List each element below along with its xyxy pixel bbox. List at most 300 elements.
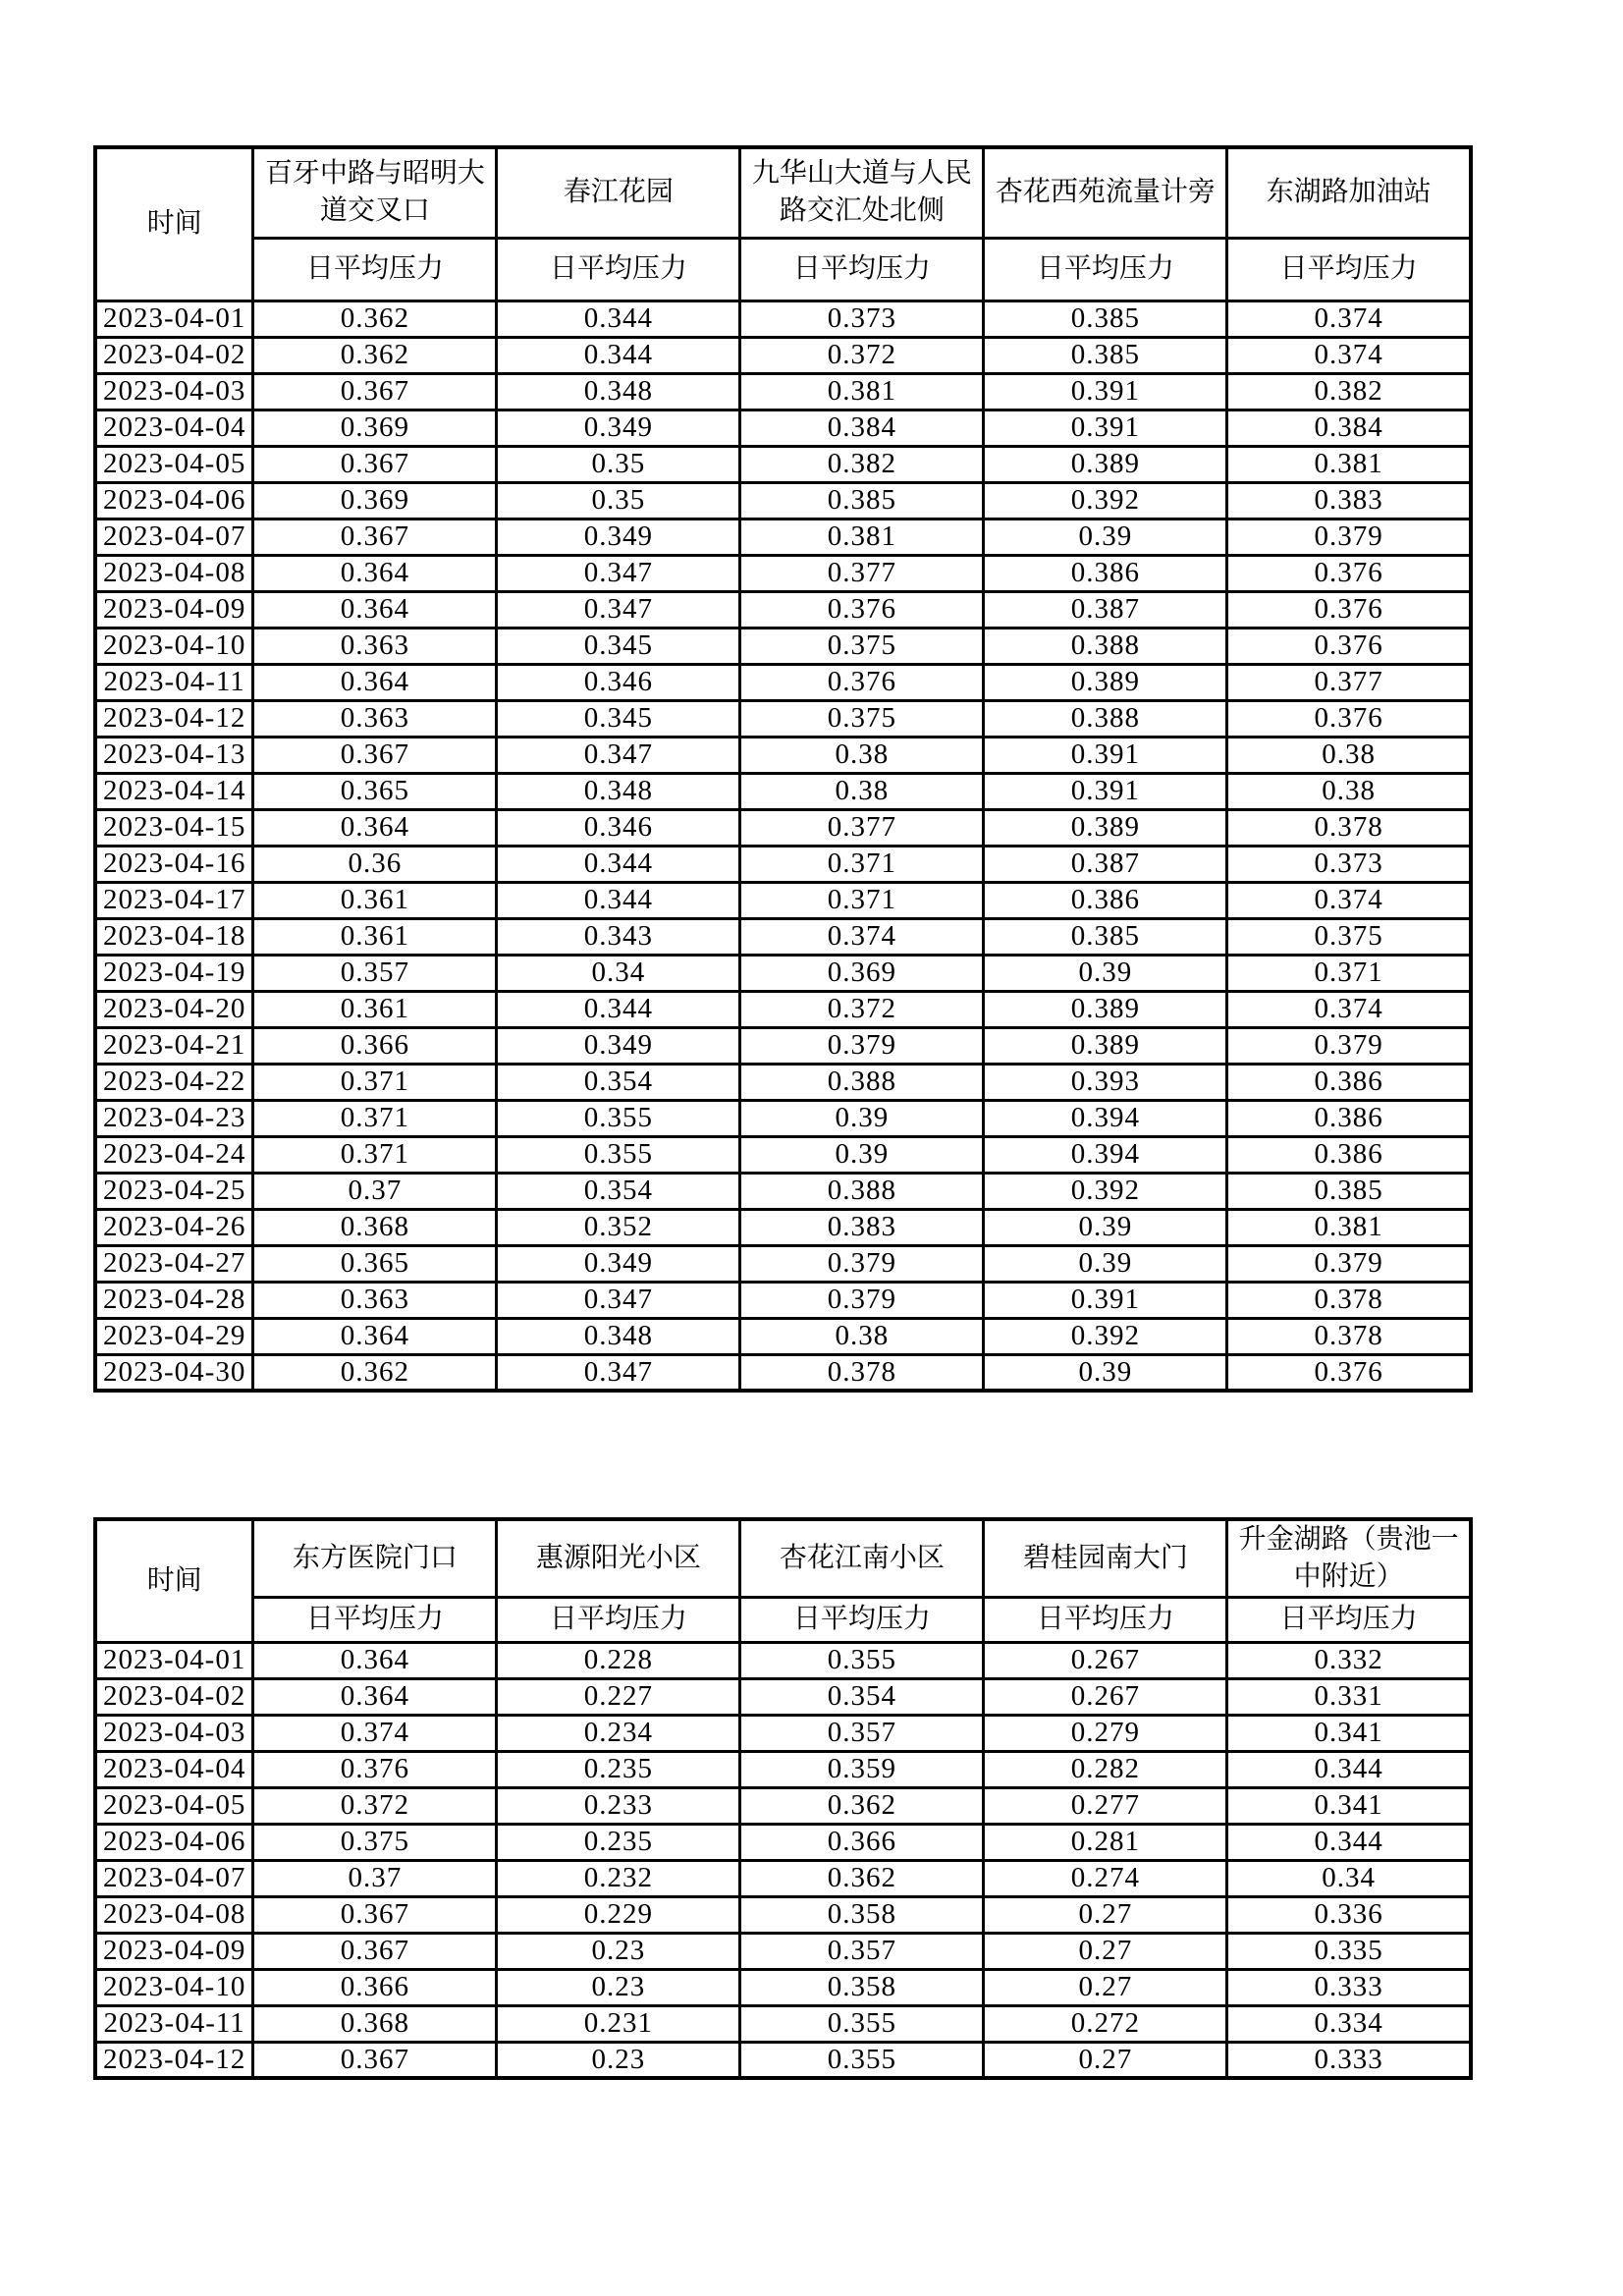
pressure-value-cell: 0.39 bbox=[740, 1136, 984, 1173]
pressure-value-cell: 0.389 bbox=[984, 1027, 1227, 1064]
date-cell: 2023-04-13 bbox=[95, 737, 253, 773]
pressure-value-cell: 0.228 bbox=[497, 1642, 740, 1678]
pressure-value-cell: 0.389 bbox=[984, 446, 1227, 482]
pressure-value-cell: 0.367 bbox=[253, 2042, 497, 2078]
pressure-value-cell: 0.364 bbox=[253, 1642, 497, 1678]
pressure-value-cell: 0.377 bbox=[1227, 664, 1471, 700]
pressure-value-cell: 0.374 bbox=[1227, 301, 1471, 337]
pressure-value-cell: 0.381 bbox=[740, 519, 984, 555]
pressure-value-cell: 0.394 bbox=[984, 1136, 1227, 1173]
table-row bbox=[95, 1824, 1471, 1860]
pressure-value-cell: 0.371 bbox=[740, 846, 984, 882]
table-row bbox=[95, 482, 1471, 519]
pressure-value-cell: 0.364 bbox=[253, 664, 497, 700]
date-cell: 2023-04-01 bbox=[95, 1642, 253, 1678]
table-row bbox=[95, 1969, 1471, 2005]
pressure-value-cell: 0.368 bbox=[253, 1209, 497, 1245]
pressure-value-cell: 0.341 bbox=[1227, 1715, 1471, 1751]
pressure-value-cell: 0.334 bbox=[1227, 2005, 1471, 2042]
date-cell: 2023-04-06 bbox=[95, 1824, 253, 1860]
date-cell: 2023-04-04 bbox=[95, 410, 253, 446]
station-column-header: 惠源阳光小区 bbox=[497, 1519, 740, 1597]
pressure-value-cell: 0.27 bbox=[984, 1933, 1227, 1969]
station-column-header: 升金湖路（贵池一中附近） bbox=[1227, 1519, 1471, 1597]
pressure-value-cell: 0.367 bbox=[253, 519, 497, 555]
pressure-value-cell: 0.362 bbox=[740, 1860, 984, 1896]
pressure-value-cell: 0.376 bbox=[1227, 628, 1471, 664]
pressure-value-cell: 0.381 bbox=[1227, 1209, 1471, 1245]
pressure-value-cell: 0.27 bbox=[984, 1896, 1227, 1933]
date-cell: 2023-04-10 bbox=[95, 628, 253, 664]
table-row bbox=[95, 955, 1471, 991]
pressure-value-cell: 0.346 bbox=[497, 664, 740, 700]
pressure-value-cell: 0.385 bbox=[1227, 1173, 1471, 1209]
pressure-value-cell: 0.392 bbox=[984, 1173, 1227, 1209]
pressure-value-cell: 0.229 bbox=[497, 1896, 740, 1933]
pressure-value-cell: 0.384 bbox=[1227, 410, 1471, 446]
table-row bbox=[95, 1282, 1471, 1318]
date-cell: 2023-04-02 bbox=[95, 1678, 253, 1715]
pressure-value-cell: 0.36 bbox=[253, 846, 497, 882]
pressure-value-cell: 0.391 bbox=[984, 737, 1227, 773]
pressure-value-cell: 0.362 bbox=[253, 1354, 497, 1391]
pressure-value-cell: 0.369 bbox=[253, 410, 497, 446]
date-cell: 2023-04-28 bbox=[95, 1282, 253, 1318]
pressure-value-cell: 0.374 bbox=[253, 1715, 497, 1751]
pressure-value-cell: 0.35 bbox=[497, 446, 740, 482]
date-cell: 2023-04-29 bbox=[95, 1318, 253, 1354]
table-row bbox=[95, 1642, 1471, 1678]
table-row bbox=[95, 555, 1471, 591]
pressure-value-cell: 0.376 bbox=[740, 664, 984, 700]
date-cell: 2023-04-15 bbox=[95, 809, 253, 846]
pressure-value-cell: 0.386 bbox=[1227, 1136, 1471, 1173]
pressure-value-cell: 0.394 bbox=[984, 1100, 1227, 1136]
table-row bbox=[95, 1787, 1471, 1824]
pressure-value-cell: 0.372 bbox=[740, 337, 984, 373]
pressure-value-cell: 0.376 bbox=[1227, 1354, 1471, 1391]
pressure-value-cell: 0.345 bbox=[497, 700, 740, 737]
table-row bbox=[95, 519, 1471, 555]
pressure-value-cell: 0.392 bbox=[984, 1318, 1227, 1354]
station-column-header: 百牙中路与昭明大道交叉口 bbox=[253, 147, 497, 238]
date-cell: 2023-04-23 bbox=[95, 1100, 253, 1136]
date-cell: 2023-04-10 bbox=[95, 1969, 253, 2005]
pressure-value-cell: 0.375 bbox=[1227, 918, 1471, 955]
pressure-value-cell: 0.363 bbox=[253, 628, 497, 664]
pressure-value-cell: 0.367 bbox=[253, 373, 497, 410]
pressure-value-cell: 0.379 bbox=[1227, 1245, 1471, 1282]
table-row bbox=[95, 1896, 1471, 1933]
pressure-value-cell: 0.344 bbox=[497, 846, 740, 882]
pressure-value-cell: 0.387 bbox=[984, 591, 1227, 628]
pressure-value-cell: 0.366 bbox=[740, 1824, 984, 1860]
pressure-value-cell: 0.386 bbox=[1227, 1100, 1471, 1136]
pressure-value-cell: 0.391 bbox=[984, 410, 1227, 446]
date-cell: 2023-04-06 bbox=[95, 482, 253, 519]
pressure-value-cell: 0.393 bbox=[984, 1064, 1227, 1100]
pressure-value-cell: 0.355 bbox=[740, 2005, 984, 2042]
date-cell: 2023-04-22 bbox=[95, 1064, 253, 1100]
pressure-value-cell: 0.335 bbox=[1227, 1933, 1471, 1969]
table-row bbox=[95, 1860, 1471, 1896]
pressure-value-cell: 0.389 bbox=[984, 991, 1227, 1027]
table-row bbox=[95, 2042, 1471, 2078]
pressure-value-cell: 0.333 bbox=[1227, 1969, 1471, 2005]
pressure-value-cell: 0.233 bbox=[497, 1787, 740, 1824]
pressure-value-cell: 0.23 bbox=[497, 2042, 740, 2078]
daily-average-pressure-subheader: 日平均压力 bbox=[497, 238, 740, 301]
pressure-value-cell: 0.346 bbox=[497, 809, 740, 846]
pressure-value-cell: 0.367 bbox=[253, 737, 497, 773]
pressure-value-cell: 0.382 bbox=[740, 446, 984, 482]
pressure-value-cell: 0.385 bbox=[984, 301, 1227, 337]
table-row bbox=[95, 1933, 1471, 1969]
pressure-value-cell: 0.347 bbox=[497, 737, 740, 773]
pressure-value-cell: 0.27 bbox=[984, 2042, 1227, 2078]
pressure-value-cell: 0.344 bbox=[497, 882, 740, 918]
pressure-value-cell: 0.383 bbox=[1227, 482, 1471, 519]
station-header-row bbox=[95, 1519, 1471, 1597]
pressure-value-cell: 0.375 bbox=[740, 700, 984, 737]
table-row bbox=[95, 1715, 1471, 1751]
pressure-value-cell: 0.234 bbox=[497, 1715, 740, 1751]
pressure-value-cell: 0.352 bbox=[497, 1209, 740, 1245]
pressure-value-cell: 0.383 bbox=[740, 1209, 984, 1245]
pressure-value-cell: 0.38 bbox=[740, 737, 984, 773]
pressure-value-cell: 0.38 bbox=[1227, 773, 1471, 809]
pressure-value-cell: 0.379 bbox=[740, 1027, 984, 1064]
pressure-value-cell: 0.27 bbox=[984, 1969, 1227, 2005]
pressure-value-cell: 0.355 bbox=[497, 1136, 740, 1173]
pressure-value-cell: 0.377 bbox=[740, 809, 984, 846]
table-row bbox=[95, 1027, 1471, 1064]
station-header-row bbox=[95, 147, 1471, 238]
date-cell: 2023-04-25 bbox=[95, 1173, 253, 1209]
date-cell: 2023-04-19 bbox=[95, 955, 253, 991]
pressure-value-cell: 0.344 bbox=[1227, 1751, 1471, 1787]
date-cell: 2023-04-17 bbox=[95, 882, 253, 918]
pressure-value-cell: 0.39 bbox=[984, 1209, 1227, 1245]
table-row bbox=[95, 809, 1471, 846]
pressure-value-cell: 0.391 bbox=[984, 773, 1227, 809]
pressure-value-cell: 0.349 bbox=[497, 1027, 740, 1064]
table-row bbox=[95, 773, 1471, 809]
pressure-value-cell: 0.34 bbox=[497, 955, 740, 991]
daily-average-pressure-subheader: 日平均压力 bbox=[497, 1597, 740, 1642]
table-row bbox=[95, 1100, 1471, 1136]
station-column-header: 春江花园 bbox=[497, 147, 740, 238]
pressure-value-cell: 0.348 bbox=[497, 373, 740, 410]
pressure-value-cell: 0.369 bbox=[253, 482, 497, 519]
pressure-value-cell: 0.331 bbox=[1227, 1678, 1471, 1715]
pressure-value-cell: 0.34 bbox=[1227, 1860, 1471, 1896]
date-cell: 2023-04-12 bbox=[95, 2042, 253, 2078]
pressure-value-cell: 0.367 bbox=[253, 446, 497, 482]
pressure-value-cell: 0.23 bbox=[497, 1969, 740, 2005]
pressure-value-cell: 0.354 bbox=[497, 1064, 740, 1100]
table-row bbox=[95, 591, 1471, 628]
pressure-value-cell: 0.345 bbox=[497, 628, 740, 664]
pressure-value-cell: 0.378 bbox=[1227, 1282, 1471, 1318]
pressure-value-cell: 0.375 bbox=[253, 1824, 497, 1860]
pressure-value-cell: 0.38 bbox=[1227, 737, 1471, 773]
pressure-value-cell: 0.364 bbox=[253, 555, 497, 591]
table-row bbox=[95, 882, 1471, 918]
table-row bbox=[95, 737, 1471, 773]
date-cell: 2023-04-20 bbox=[95, 991, 253, 1027]
pressure-value-cell: 0.39 bbox=[984, 955, 1227, 991]
date-cell: 2023-04-04 bbox=[95, 1751, 253, 1787]
pressure-value-cell: 0.391 bbox=[984, 1282, 1227, 1318]
pressure-value-cell: 0.267 bbox=[984, 1642, 1227, 1678]
pressure-value-cell: 0.357 bbox=[740, 1715, 984, 1751]
pressure-value-cell: 0.374 bbox=[1227, 991, 1471, 1027]
pressure-value-cell: 0.39 bbox=[984, 1245, 1227, 1282]
pressure-value-cell: 0.372 bbox=[253, 1787, 497, 1824]
pressure-value-cell: 0.375 bbox=[740, 628, 984, 664]
pressure-value-cell: 0.376 bbox=[1227, 591, 1471, 628]
pressure-value-cell: 0.357 bbox=[253, 955, 497, 991]
pressure-value-cell: 0.388 bbox=[984, 700, 1227, 737]
pressure-value-cell: 0.349 bbox=[497, 1245, 740, 1282]
pressure-value-cell: 0.378 bbox=[1227, 1318, 1471, 1354]
pressure-value-cell: 0.354 bbox=[740, 1678, 984, 1715]
pressure-value-cell: 0.373 bbox=[1227, 846, 1471, 882]
date-cell: 2023-04-07 bbox=[95, 519, 253, 555]
pressure-value-cell: 0.359 bbox=[740, 1751, 984, 1787]
pressure-value-cell: 0.39 bbox=[740, 1100, 984, 1136]
pressure-value-cell: 0.376 bbox=[253, 1751, 497, 1787]
date-cell: 2023-04-08 bbox=[95, 555, 253, 591]
pressure-value-cell: 0.333 bbox=[1227, 2042, 1471, 2078]
date-cell: 2023-04-05 bbox=[95, 446, 253, 482]
table-row bbox=[95, 2005, 1471, 2042]
pressure-value-cell: 0.341 bbox=[1227, 1787, 1471, 1824]
station-column-header: 九华山大道与人民路交汇处北侧 bbox=[740, 147, 984, 238]
pressure-value-cell: 0.272 bbox=[984, 2005, 1227, 2042]
pressure-value-cell: 0.368 bbox=[253, 2005, 497, 2042]
pressure-value-cell: 0.347 bbox=[497, 1282, 740, 1318]
daily-average-pressure-subheader: 日平均压力 bbox=[740, 238, 984, 301]
date-cell: 2023-04-24 bbox=[95, 1136, 253, 1173]
pressure-value-cell: 0.347 bbox=[497, 555, 740, 591]
date-cell: 2023-04-16 bbox=[95, 846, 253, 882]
date-cell: 2023-04-30 bbox=[95, 1354, 253, 1391]
pressure-value-cell: 0.358 bbox=[740, 1969, 984, 2005]
pressure-value-cell: 0.372 bbox=[740, 991, 984, 1027]
pressure-value-cell: 0.376 bbox=[1227, 555, 1471, 591]
table-row bbox=[95, 1173, 1471, 1209]
pressure-value-cell: 0.355 bbox=[497, 1100, 740, 1136]
pressure-value-cell: 0.379 bbox=[1227, 519, 1471, 555]
daily-average-pressure-subheader: 日平均压力 bbox=[253, 238, 497, 301]
pressure-value-cell: 0.227 bbox=[497, 1678, 740, 1715]
pressure-value-cell: 0.392 bbox=[984, 482, 1227, 519]
pressure-value-cell: 0.386 bbox=[1227, 1064, 1471, 1100]
pressure-value-cell: 0.348 bbox=[497, 773, 740, 809]
pressure-value-cell: 0.366 bbox=[253, 1027, 497, 1064]
pressure-value-cell: 0.388 bbox=[984, 628, 1227, 664]
pressure-value-cell: 0.363 bbox=[253, 700, 497, 737]
pressure-value-cell: 0.384 bbox=[740, 410, 984, 446]
table-row bbox=[95, 918, 1471, 955]
pressure-value-cell: 0.361 bbox=[253, 991, 497, 1027]
pressure-value-cell: 0.232 bbox=[497, 1860, 740, 1896]
pressure-value-cell: 0.231 bbox=[497, 2005, 740, 2042]
pressure-value-cell: 0.354 bbox=[497, 1173, 740, 1209]
pressure-value-cell: 0.281 bbox=[984, 1824, 1227, 1860]
pressure-value-cell: 0.348 bbox=[497, 1318, 740, 1354]
pressure-value-cell: 0.373 bbox=[740, 301, 984, 337]
pressure-value-cell: 0.386 bbox=[984, 555, 1227, 591]
date-cell: 2023-04-12 bbox=[95, 700, 253, 737]
pressure-value-cell: 0.379 bbox=[740, 1245, 984, 1282]
pressure-value-cell: 0.389 bbox=[984, 809, 1227, 846]
table-row bbox=[95, 628, 1471, 664]
pressure-value-cell: 0.344 bbox=[497, 301, 740, 337]
pressure-value-cell: 0.378 bbox=[1227, 809, 1471, 846]
pressure-value-cell: 0.347 bbox=[497, 1354, 740, 1391]
pressure-value-cell: 0.35 bbox=[497, 482, 740, 519]
pressure-value-cell: 0.362 bbox=[253, 337, 497, 373]
pressure-value-cell: 0.382 bbox=[1227, 373, 1471, 410]
date-cell: 2023-04-27 bbox=[95, 1245, 253, 1282]
pressure-value-cell: 0.376 bbox=[1227, 700, 1471, 737]
pressure-value-cell: 0.377 bbox=[740, 555, 984, 591]
pressure-value-cell: 0.282 bbox=[984, 1751, 1227, 1787]
pressure-value-cell: 0.371 bbox=[253, 1136, 497, 1173]
date-cell: 2023-04-11 bbox=[95, 2005, 253, 2042]
table-row bbox=[95, 446, 1471, 482]
pressure-value-cell: 0.388 bbox=[740, 1173, 984, 1209]
date-cell: 2023-04-02 bbox=[95, 337, 253, 373]
date-cell: 2023-04-18 bbox=[95, 918, 253, 955]
pressure-value-cell: 0.387 bbox=[984, 846, 1227, 882]
pressure-value-cell: 0.365 bbox=[253, 1245, 497, 1282]
pressure-table-lower bbox=[93, 1517, 1473, 2080]
pressure-value-cell: 0.39 bbox=[984, 519, 1227, 555]
pressure-value-cell: 0.357 bbox=[740, 1933, 984, 1969]
daily-average-pressure-subheader: 日平均压力 bbox=[253, 1597, 497, 1642]
pressure-value-cell: 0.279 bbox=[984, 1715, 1227, 1751]
time-column-header: 时间 bbox=[95, 1519, 253, 1642]
pressure-value-cell: 0.374 bbox=[1227, 882, 1471, 918]
pressure-value-cell: 0.235 bbox=[497, 1751, 740, 1787]
pressure-value-cell: 0.362 bbox=[740, 1787, 984, 1824]
pressure-value-cell: 0.349 bbox=[497, 519, 740, 555]
table-row bbox=[95, 1136, 1471, 1173]
pressure-value-cell: 0.369 bbox=[740, 955, 984, 991]
pressure-value-cell: 0.267 bbox=[984, 1678, 1227, 1715]
pressure-value-cell: 0.371 bbox=[1227, 955, 1471, 991]
pressure-value-cell: 0.388 bbox=[740, 1064, 984, 1100]
pressure-value-cell: 0.37 bbox=[253, 1860, 497, 1896]
pressure-value-cell: 0.389 bbox=[984, 664, 1227, 700]
date-cell: 2023-04-14 bbox=[95, 773, 253, 809]
pressure-value-cell: 0.371 bbox=[253, 1100, 497, 1136]
daily-average-pressure-subheader: 日平均压力 bbox=[1227, 238, 1471, 301]
pressure-value-cell: 0.344 bbox=[497, 337, 740, 373]
pressure-value-cell: 0.344 bbox=[1227, 1824, 1471, 1860]
date-cell: 2023-04-09 bbox=[95, 1933, 253, 1969]
table-row bbox=[95, 1751, 1471, 1787]
pressure-value-cell: 0.336 bbox=[1227, 1896, 1471, 1933]
pressure-value-cell: 0.385 bbox=[984, 918, 1227, 955]
table-row bbox=[95, 373, 1471, 410]
table-row bbox=[95, 1354, 1471, 1391]
pressure-value-cell: 0.363 bbox=[253, 1282, 497, 1318]
pressure-value-cell: 0.38 bbox=[740, 773, 984, 809]
pressure-value-cell: 0.385 bbox=[740, 482, 984, 519]
pressure-value-cell: 0.277 bbox=[984, 1787, 1227, 1824]
pressure-value-cell: 0.364 bbox=[253, 809, 497, 846]
pressure-value-cell: 0.349 bbox=[497, 410, 740, 446]
pressure-table-upper bbox=[93, 145, 1473, 1393]
pressure-value-cell: 0.347 bbox=[497, 591, 740, 628]
pressure-value-cell: 0.374 bbox=[1227, 337, 1471, 373]
pressure-value-cell: 0.361 bbox=[253, 918, 497, 955]
pressure-value-cell: 0.344 bbox=[497, 991, 740, 1027]
date-cell: 2023-04-26 bbox=[95, 1209, 253, 1245]
time-column-header: 时间 bbox=[95, 147, 253, 301]
pressure-value-cell: 0.355 bbox=[740, 2042, 984, 2078]
pressure-value-cell: 0.371 bbox=[740, 882, 984, 918]
table-row bbox=[95, 1678, 1471, 1715]
date-cell: 2023-04-01 bbox=[95, 301, 253, 337]
date-cell: 2023-04-21 bbox=[95, 1027, 253, 1064]
pressure-value-cell: 0.376 bbox=[740, 591, 984, 628]
pressure-value-cell: 0.361 bbox=[253, 882, 497, 918]
date-cell: 2023-04-11 bbox=[95, 664, 253, 700]
pressure-value-cell: 0.385 bbox=[984, 337, 1227, 373]
pressure-value-cell: 0.379 bbox=[740, 1282, 984, 1318]
table-row bbox=[95, 846, 1471, 882]
station-column-header: 杏花西苑流量计旁 bbox=[984, 147, 1227, 238]
pressure-value-cell: 0.364 bbox=[253, 1678, 497, 1715]
table-row bbox=[95, 1245, 1471, 1282]
pressure-value-cell: 0.332 bbox=[1227, 1642, 1471, 1678]
pressure-value-cell: 0.23 bbox=[497, 1933, 740, 1969]
date-cell: 2023-04-07 bbox=[95, 1860, 253, 1896]
table-row bbox=[95, 700, 1471, 737]
pressure-value-cell: 0.355 bbox=[740, 1642, 984, 1678]
date-cell: 2023-04-03 bbox=[95, 1715, 253, 1751]
station-column-header: 东湖路加油站 bbox=[1227, 147, 1471, 238]
table-row bbox=[95, 1209, 1471, 1245]
station-column-header: 碧桂园南大门 bbox=[984, 1519, 1227, 1597]
pressure-value-cell: 0.39 bbox=[984, 1354, 1227, 1391]
table-row bbox=[95, 1318, 1471, 1354]
pressure-value-cell: 0.386 bbox=[984, 882, 1227, 918]
measure-subheader-row bbox=[95, 238, 1471, 301]
pressure-value-cell: 0.235 bbox=[497, 1824, 740, 1860]
pressure-value-cell: 0.367 bbox=[253, 1896, 497, 1933]
daily-average-pressure-subheader: 日平均压力 bbox=[984, 1597, 1227, 1642]
pressure-value-cell: 0.362 bbox=[253, 301, 497, 337]
pressure-value-cell: 0.381 bbox=[1227, 446, 1471, 482]
table-row bbox=[95, 1064, 1471, 1100]
station-column-header: 东方医院门口 bbox=[253, 1519, 497, 1597]
pressure-value-cell: 0.358 bbox=[740, 1896, 984, 1933]
pressure-value-cell: 0.391 bbox=[984, 373, 1227, 410]
measure-subheader-row bbox=[95, 1597, 1471, 1642]
pressure-value-cell: 0.38 bbox=[740, 1318, 984, 1354]
station-column-header: 杏花江南小区 bbox=[740, 1519, 984, 1597]
date-cell: 2023-04-09 bbox=[95, 591, 253, 628]
pressure-value-cell: 0.371 bbox=[253, 1064, 497, 1100]
pressure-value-cell: 0.381 bbox=[740, 373, 984, 410]
